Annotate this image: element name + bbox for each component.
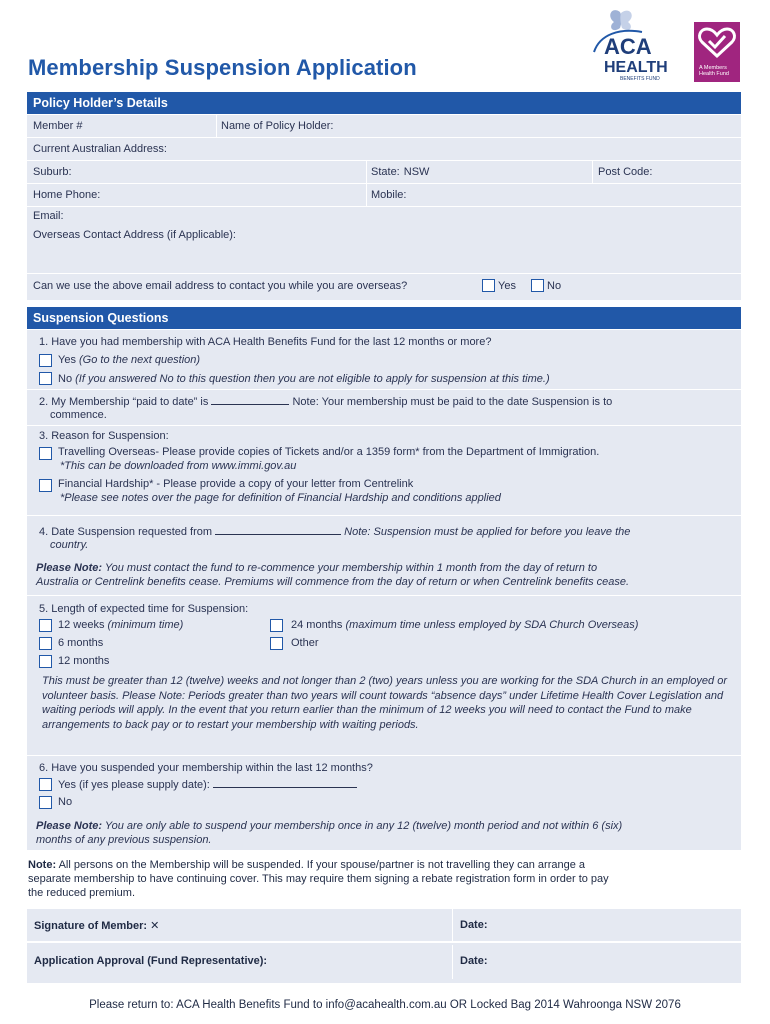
email-field[interactable]: Email: xyxy=(33,210,64,222)
svg-text:BENEFITS FUND: BENEFITS FUND xyxy=(620,76,660,82)
question-4: 4. Date Suspension requested from Note: Suspension must be applied for before you leave the xyxy=(39,526,631,538)
question-4-continued: country. xyxy=(50,539,89,551)
6-months-label: 6 months xyxy=(58,637,104,649)
state-field[interactable] xyxy=(371,166,429,178)
svg-text:ACA: ACA xyxy=(604,34,652,59)
q1-no-checkbox[interactable] xyxy=(39,372,52,385)
question-1: 1. Have you had membership with ACA Health Benefits Fund for the last 12 months or more? xyxy=(39,336,492,348)
contact-yes-checkbox[interactable] xyxy=(482,279,495,292)
question-2-continued: commence. xyxy=(50,409,107,421)
12-weeks-checkbox[interactable] xyxy=(39,619,52,632)
contact-yes-label: Yes xyxy=(498,280,516,292)
svg-text:HEALTH: HEALTH xyxy=(604,59,668,76)
financial-hardship-label: Financial Hardship* - Please provide a copy of your letter from Centrelink xyxy=(58,478,414,490)
members-health-fund-label: A Members Health Fund xyxy=(699,65,729,77)
q1-no-label: No (If you answered No to this question then you are not eligible to apply for suspension at this time.) xyxy=(58,373,550,385)
suspension-length-conditions: This must be greater than 12 (twelve) weeks and not longer than 2 (two) years unless you are working for the SDA Church in an employed or volunteer basis. Please Note: Periods greater than two years will count towards “absence days” under Lifetime Health Cover Legislation and waiting periods will apply. In the event that you return earlier than the minimum of 12 weeks you will need to contact the Fund to make arrangements to back pay or to restart your membership with waiting periods. xyxy=(42,675,727,731)
aca-health-logo xyxy=(590,8,684,83)
overseas-address-field[interactable]: Overseas Contact Address (if Applicable): xyxy=(33,229,236,241)
financial-hardship-note: *Please see notes over the page for definition of Financial Hardship and conditions applied xyxy=(60,492,501,504)
butterfly-icon xyxy=(590,8,684,83)
immi-download-note: *This can be downloaded from www.immi.gov.au xyxy=(60,460,297,472)
q6-yes-checkbox[interactable] xyxy=(39,778,52,791)
suspension-questions-section xyxy=(27,330,741,850)
travelling-overseas-label: Travelling Overseas- Please provide copies of Tickets and/or a 1359 form* from the Department of Immigration. xyxy=(58,446,600,458)
please-note-once-per-year-continued: months of any previous suspension. xyxy=(36,834,212,846)
q1-yes-checkbox[interactable] xyxy=(39,354,52,367)
member-number-field[interactable]: Member # xyxy=(33,120,83,132)
signature-x-icon: ✕ xyxy=(150,920,160,932)
question-5: 5. Length of expected time for Suspension: xyxy=(39,603,249,615)
policy-holder-section xyxy=(27,115,741,300)
please-note-recommence: Please Note: You must contact the fund to re-commence your membership within 1 month from the day of return to xyxy=(36,562,598,574)
suspension-date-line[interactable] xyxy=(215,525,341,535)
policy-holder-name-field[interactable]: Name of Policy Holder: xyxy=(221,120,334,132)
q1-yes-label: Yes (Go to the next question) xyxy=(58,354,201,366)
please-note-recommence-continued: Australia or Centrelink benefits cease. Premiums will commence from the day of return or when Centrelink benefits cease. xyxy=(36,576,630,588)
page-title: Membership Suspension Application xyxy=(28,55,417,80)
heart-check-icon xyxy=(694,22,740,62)
mobile-field[interactable]: Mobile: xyxy=(371,189,407,201)
home-phone-field[interactable]: Home Phone: xyxy=(33,189,101,201)
question-3: 3. Reason for Suspension: xyxy=(39,430,169,442)
signature-section xyxy=(27,909,741,983)
contact-no-checkbox[interactable] xyxy=(531,279,544,292)
12-weeks-label: 12 weeks (minimum time) xyxy=(58,619,184,631)
contact-no-label: No xyxy=(547,280,562,292)
12-months-label: 12 months xyxy=(58,655,110,667)
other-label: Other xyxy=(291,637,319,649)
question-2: 2. My Membership “paid to date” is Note: Your membership must be paid to the date Suspension is to xyxy=(39,396,613,408)
financial-hardship-checkbox[interactable] xyxy=(39,479,52,492)
12-months-checkbox[interactable] xyxy=(39,655,52,668)
current-address-field[interactable]: Current Australian Address: xyxy=(33,143,167,155)
postcode-field[interactable]: Post Code: xyxy=(598,166,653,178)
q6-yes-label: Yes (if yes please supply date): xyxy=(58,778,357,791)
member-signature-field[interactable]: Signature of Member: ✕ xyxy=(34,920,160,932)
member-signature-date-field[interactable]: Date: xyxy=(460,919,488,931)
previous-suspension-date-line[interactable] xyxy=(213,778,357,788)
other-checkbox[interactable] xyxy=(270,637,283,650)
members-health-fund-logo xyxy=(694,22,740,82)
membership-note: Note: All persons on the Membership will be suspended. If your spouse/partner is not travelling they can arrange a separate membership to have continuing cover. This may require them signing a rebate registration form in order to pay the reduced premium. xyxy=(28,859,609,899)
approval-signature-field[interactable]: Application Approval (Fund Representative): xyxy=(34,955,268,967)
state-value: NSW xyxy=(403,166,430,178)
please-note-once-per-year: Please Note: You are only able to suspend your membership once in any 12 (twelve) month period and not within 6 (six) xyxy=(36,820,623,832)
return-instructions: Please return to: ACA Health Benefits Fund to info@acahealth.com.au OR Locked Bag 2014 Wahroonga NSW 2076 xyxy=(89,999,681,1011)
approval-date-field[interactable]: Date: xyxy=(460,955,488,967)
suspension-questions-heading: Suspension Questions xyxy=(27,307,741,329)
q6-no-checkbox[interactable] xyxy=(39,796,52,809)
state-label: State: xyxy=(371,166,400,178)
contact-question: Can we use the above email address to contact you while you are overseas? xyxy=(33,280,408,292)
policy-holder-section-heading: Policy Holder’s Details xyxy=(27,92,741,114)
suburb-field[interactable]: Suburb: xyxy=(33,166,72,178)
question-6: 6. Have you suspended your membership within the last 12 months? xyxy=(39,762,373,774)
6-months-checkbox[interactable] xyxy=(39,637,52,650)
24-months-label: 24 months (maximum time unless employed by SDA Church Overseas) xyxy=(291,619,639,631)
24-months-checkbox[interactable] xyxy=(270,619,283,632)
travelling-overseas-checkbox[interactable] xyxy=(39,447,52,460)
q6-no-label: No xyxy=(58,796,73,808)
paid-to-date-line[interactable] xyxy=(211,395,289,405)
